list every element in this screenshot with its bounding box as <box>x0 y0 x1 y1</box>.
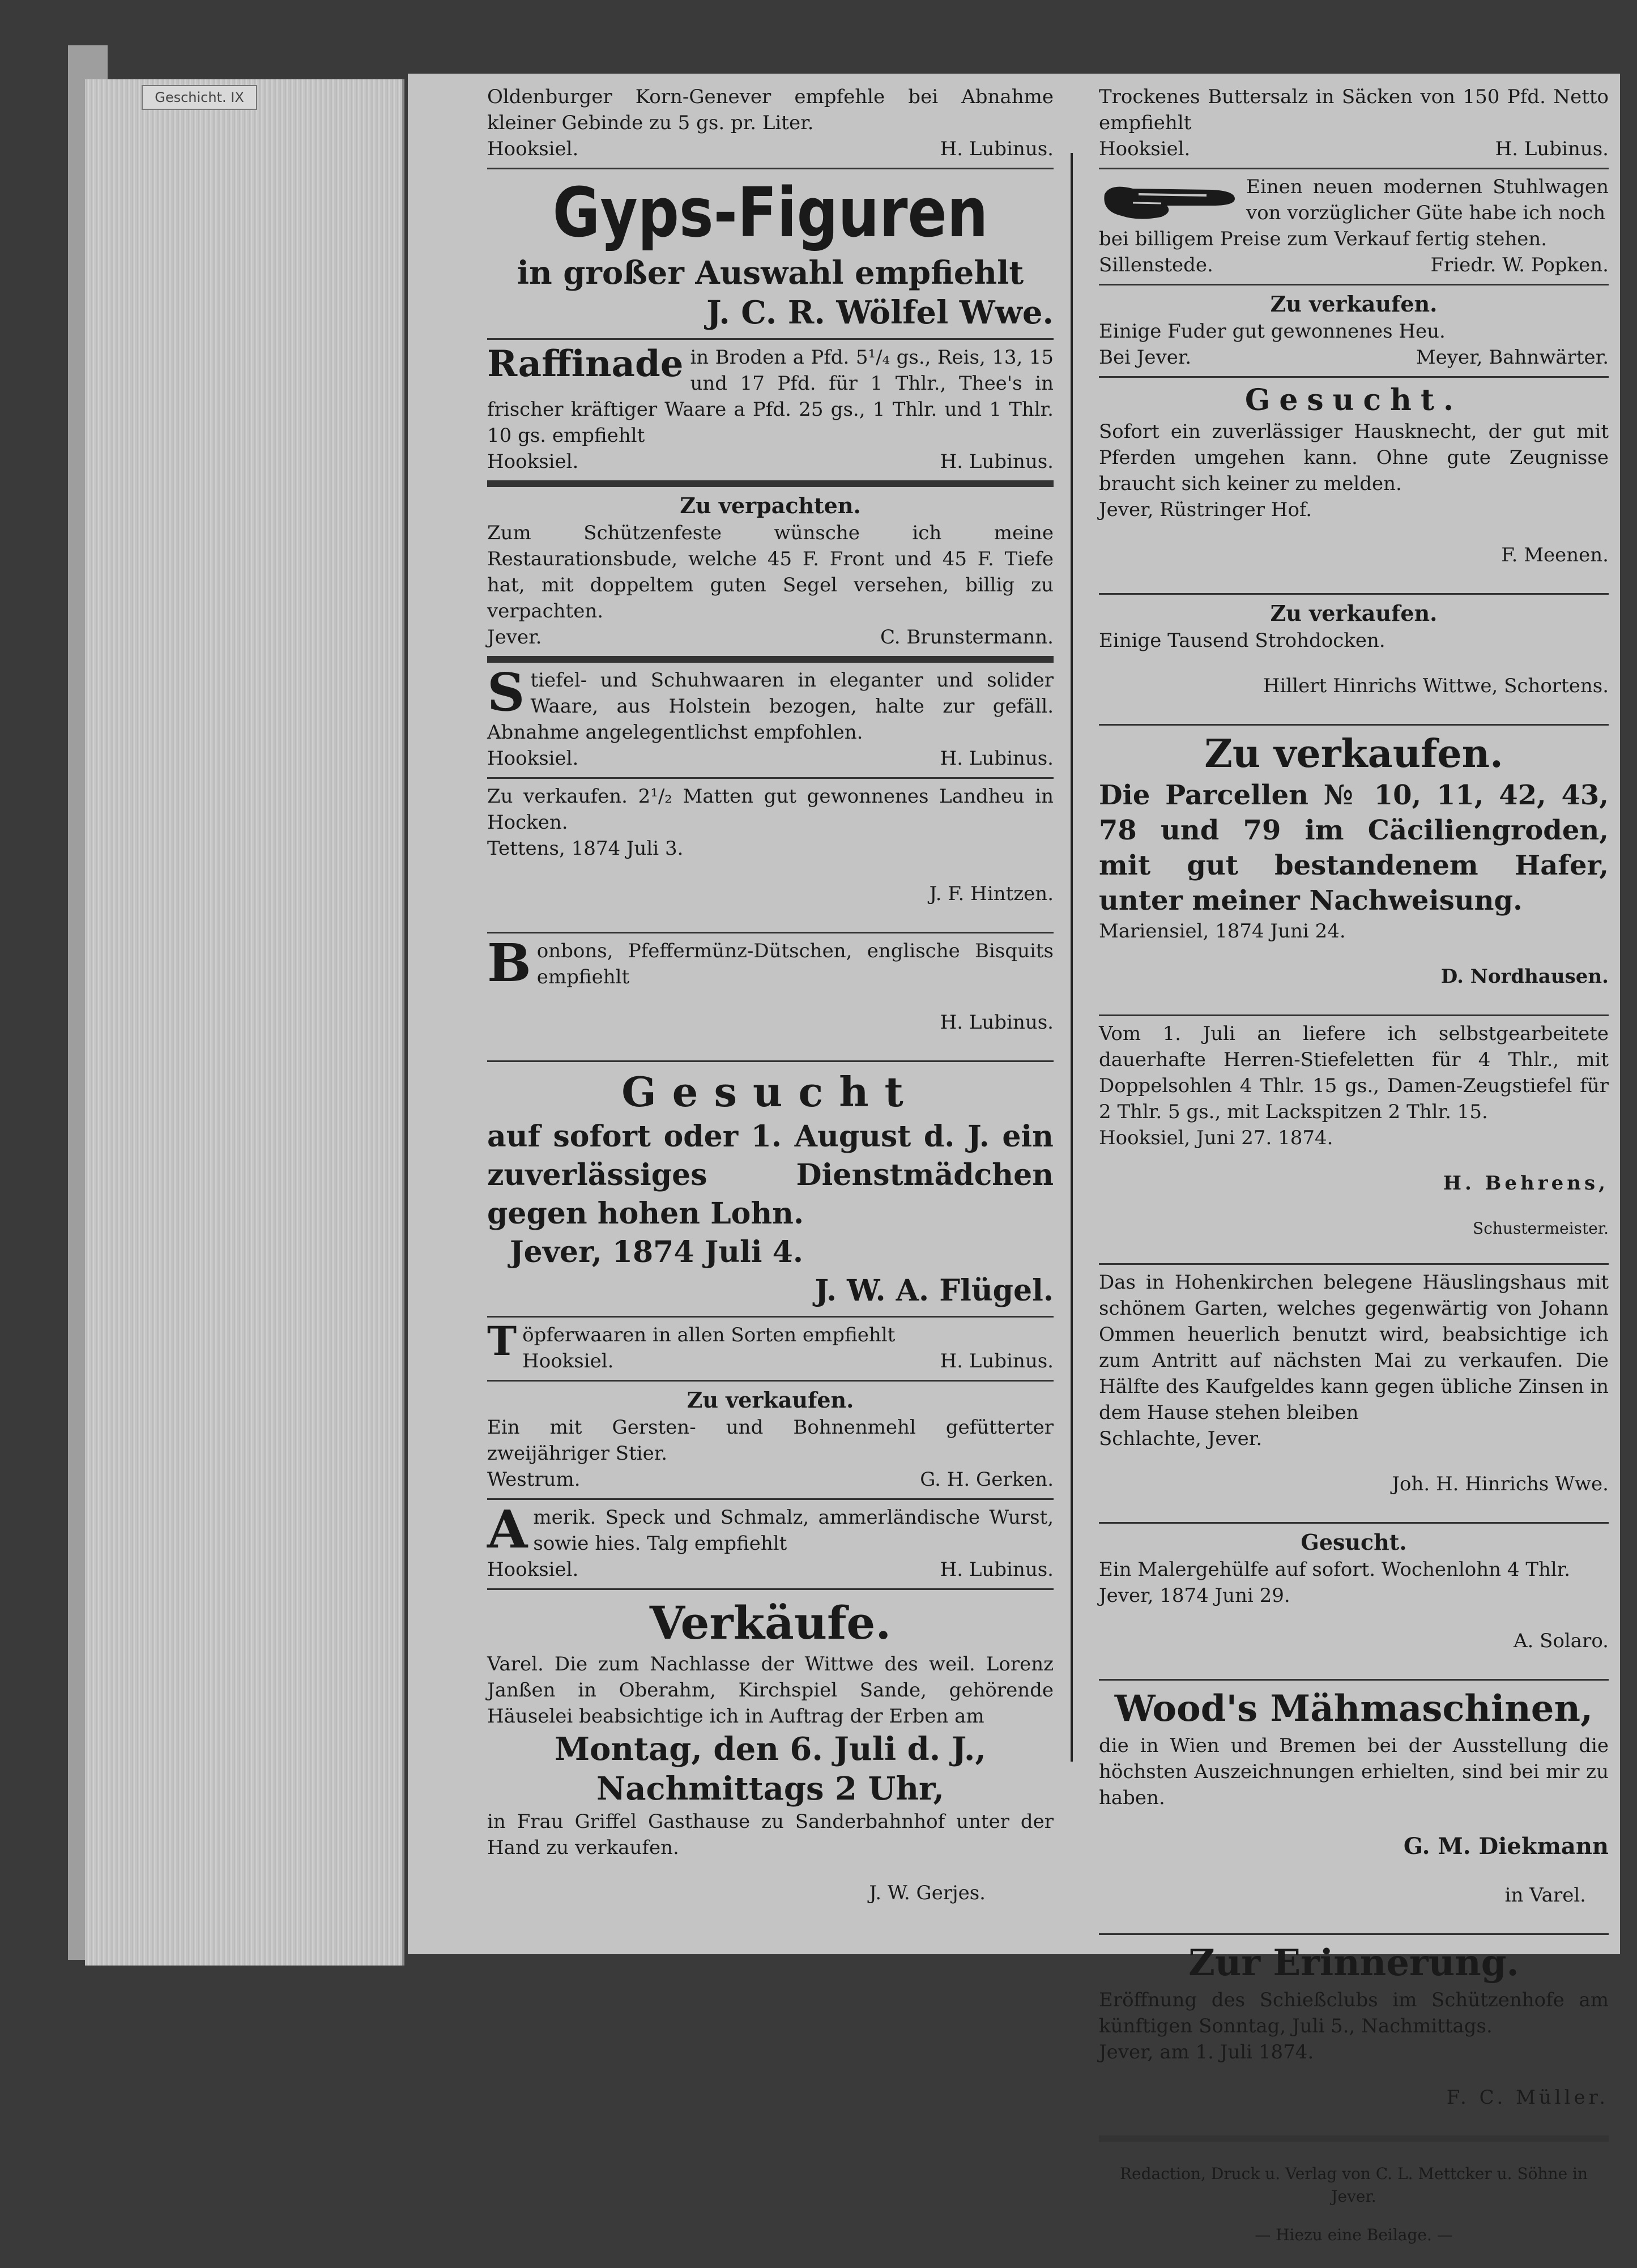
ad-bonbons <box>487 933 1054 1062</box>
ad-place: Hooksiel. <box>487 138 579 160</box>
ad-signature: D. Nordhausen. <box>1440 965 1609 988</box>
ad-signature: J. W. A. Flügel. <box>815 1273 1054 1308</box>
drop-cap: T <box>487 1318 517 1365</box>
ad-erinnerung <box>1099 1935 1609 2142</box>
auction-date: Montag, den 6. Juli d. J., <box>555 1730 986 1768</box>
ad-place: Hooksiel. <box>487 747 579 770</box>
book-page-stack <box>85 79 404 1966</box>
ad-place: Hooksiel. <box>1099 138 1191 160</box>
ad-text: Oldenburger Korn-Genever empfehle bei Abnahme kleiner Gebinde zu 5 gs. pr. Liter. <box>487 86 1054 134</box>
ad-strohdocken <box>1099 595 1609 726</box>
ad-text: Die Parcellen № 10, 11, 42, 43, 78 und 79 im Cäciliengroden, mit gut bestandenem Hafer, unter meiner Nachweisung. <box>1099 779 1609 916</box>
ad-place: Schlachte, Jever. <box>1099 1427 1263 1450</box>
ad-place: Jever, am 1. Juli 1874. <box>1099 2041 1314 2064</box>
ad-stiefel <box>487 663 1054 779</box>
ad-raffinade <box>487 340 1054 487</box>
ad-signature: Hillert Hinrichs Wittwe, Schortens. <box>1263 675 1609 697</box>
auction-time: Nachmittags 2 Uhr, <box>596 1770 944 1807</box>
ad-haeuslingshaus <box>1099 1265 1609 1524</box>
ad-signature: H. Lubinus. <box>940 1350 1054 1372</box>
ad-text: Varel. Die zum Nachlasse der Wittwe des weil. Lorenz Janßen in Oberahm, Kirchspiel Sande, gehörende Häuselei beabsichtige ich in Auftrag der Erben am <box>487 1653 1054 1728</box>
ad-title: Gesucht. <box>1301 1529 1407 1555</box>
ad-verkaeufe <box>487 1590 1054 1931</box>
pointing-hand-icon <box>1099 177 1240 223</box>
ad-text: onbons, Pfeffermünz-Dütschen, englische Bisquits empfiehlt <box>536 940 1054 988</box>
ad-text: Eröffnung des Schießclubs im Schützenhofe am künftigen Sonntag, Juli 5., Nachmittags. <box>1099 1989 1609 2037</box>
ad-text: Einige Tausend Strohdocken. <box>1099 629 1386 652</box>
ad-signature: C. Brunstermann. <box>880 626 1054 649</box>
ad-signature: H. Lubinus. <box>940 1011 1054 1034</box>
ad-text: tiefel- und Schuhwaaren in eleganter und solider Waare, aus Holstein bezogen, halte zur gefäll. Abnahme angelegentlichst empfohlen. <box>487 669 1054 744</box>
ad-text-2: in Frau Griffel Gasthause zu Sanderbahnhof unter der Hand zu verkaufen. <box>487 1810 1054 1859</box>
ad-heu <box>1099 285 1609 378</box>
ad-place: Sillenstede. <box>1099 254 1213 276</box>
ad-text: Das in Hohenkirchen belegene Häuslingshaus mit schönem Garten, welches gegenwärtig von Johann Ommen heuerlich benutzt wird, beabsichtige ich zum Antritt auf nächsten Mai zu verkaufen. Die Hälfte des Kaufgeldes kann gegen übliche Zinsen in dem Hause stehen bleiben <box>1099 1271 1609 1424</box>
ad-title: Zur Erinnerung. <box>1188 1942 1519 1984</box>
ad-text: Ein Malergehülfe auf sofort. Wochenlohn 4 Thlr. <box>1099 1558 1571 1581</box>
left-column <box>487 79 1054 1931</box>
ad-text-2: bei billigem Preise zum Verkauf fertig stehen. <box>1099 228 1548 250</box>
ad-text: auf sofort oder 1. August d. J. ein zuverlässiges Dienstmädchen gegen hohen Lohn. <box>487 1119 1054 1231</box>
ad-text: Ein mit Gersten- und Bohnenmehl gefütterter zweijähriger Stier. <box>487 1416 1054 1465</box>
imprint-line: Redaction, Druck u. Verlag von C. L. Mettcker u. Söhne in Jever. <box>1119 2164 1588 2206</box>
ad-title: Zu verkaufen. <box>1204 731 1503 777</box>
ad-signature: A. Solaro. <box>1513 1630 1609 1652</box>
ad-malergehuelfe <box>1099 1524 1609 1681</box>
ad-signature: H. Lubinus. <box>940 747 1054 770</box>
ad-stiefeletten <box>1099 1016 1609 1265</box>
ad-place: Mariensiel, 1874 Juni 24. <box>1099 920 1346 943</box>
ad-signature: H. Lubinus. <box>940 450 1054 473</box>
ad-maehmaschinen <box>1099 1681 1609 1935</box>
ad-title: Wood's Mähmaschinen, <box>1114 1687 1593 1730</box>
ad-title: Verkäufe. <box>649 1596 892 1649</box>
ad-buttersalz <box>1099 79 1609 169</box>
drop-cap: B <box>487 932 531 994</box>
ad-text: Zu verkaufen. 2¹/₂ Matten gut gewonnenes Landheu in Hocken. <box>487 785 1054 834</box>
ad-landheu <box>487 779 1054 933</box>
ad-place: Jever, Rüstringer Hof. <box>1099 498 1312 521</box>
ad-text: in Broden a Pfd. 5¹/₄ gs., Reis, 13, 15 und 17 Pfd. für 1 Thlr., Thee's in frischer kräftiger Waare a Pfd. 25 gs., 1 Thlr. und 1 Thlr. 10 gs. empfiehlt <box>487 346 1054 447</box>
ad-signature: Meyer, Bahnwärter. <box>1416 346 1609 369</box>
ad-text: Trockenes Buttersalz in Säcken von 150 Pfd. Netto empfiehlt <box>1099 86 1609 134</box>
ad-text: öpferwaaren in allen Sorten empfiehlt <box>522 1324 896 1346</box>
ad-signature: G. H. Gerken. <box>920 1468 1054 1491</box>
ad-place: Hooksiel. <box>487 1558 579 1581</box>
ad-text: Einige Fuder gut gewonnenes Heu. <box>1099 320 1446 343</box>
ad-text: die in Wien und Bremen bei der Ausstellung die höchsten Auszeichnungen erhielten, sind bei mir zu haben. <box>1099 1734 1609 1809</box>
drop-cap: A <box>487 1499 528 1560</box>
ad-place: Hooksiel. <box>522 1350 614 1372</box>
ad-place: Hooksiel. <box>487 450 579 473</box>
ad-title: Zu verkaufen. <box>1270 291 1438 317</box>
ad-place: Jever, 1874 Juli 4. <box>510 1235 803 1269</box>
ad-signature: H. Lubinus. <box>940 138 1054 160</box>
ad-gyps-figuren <box>487 169 1054 340</box>
ad-signature: J. W. Gerjes. <box>869 1882 986 1904</box>
ad-parcellen <box>1099 726 1609 1016</box>
ad-toepferwaaren <box>487 1318 1054 1382</box>
ad-speck-schmalz <box>487 1500 1054 1590</box>
ad-text: Vom 1. Juli an liefere ich selbstgearbeitete dauerhafte Herren-Stiefeletten für 4 Thlr., mit Doppelsohlen 4 Thlr. 15 gs., Damen-Zeugstiefel für 2 Thlr. 5 gs., mit Lackspitzen 2 Thlr. 15. <box>1099 1022 1609 1123</box>
ad-title: Gyps-Figuren <box>552 174 988 253</box>
spine-label: Geschicht. IX <box>142 85 257 110</box>
ad-title: Zu verkaufen. <box>1270 600 1438 626</box>
ad-signature: Joh. H. Hinrichs Wwe. <box>1392 1473 1609 1495</box>
ad-hausknecht <box>1099 378 1609 595</box>
ad-text: merik. Speck und Schmalz, ammerländische Wurst, sowie hies. Talg empfiehlt <box>533 1506 1054 1555</box>
ad-text: Einen neuen modernen Stuhlwagen von vorzüglicher Güte habe ich noch <box>1246 176 1609 224</box>
ad-korn-genever <box>487 79 1054 169</box>
ad-signature: H. Lubinus. <box>1495 138 1609 160</box>
ad-signature-title: Schustermeister. <box>1473 1219 1609 1238</box>
ad-stuhlwagen <box>1099 169 1609 285</box>
imprint <box>1099 2142 1609 2268</box>
ad-place: Bei Jever. <box>1099 346 1192 369</box>
column-divider <box>1071 153 1073 1762</box>
ad-place: Hooksiel, Juni 27. 1874. <box>1099 1127 1333 1149</box>
ad-zu-verpachten <box>487 487 1054 663</box>
ad-signature-place: in Varel. <box>1504 1884 1586 1907</box>
drop-cap: S <box>487 662 525 723</box>
ad-title: Zu verkaufen. <box>687 1387 854 1413</box>
ad-signature: H. Behrens, <box>1443 1172 1609 1195</box>
ad-title: Gesucht. <box>1244 383 1463 417</box>
ad-signature: G. M. Diekmann <box>1403 1833 1609 1860</box>
ad-title: Zu verpachten. <box>680 493 861 518</box>
ad-signature: J. F. Hintzen. <box>929 883 1054 905</box>
ad-place: Westrum. <box>487 1468 581 1491</box>
supplement-note: — Hiezu eine Beilage. — <box>1255 2226 1453 2244</box>
ad-text: in großer Auswahl empfiehlt <box>517 254 1024 292</box>
ad-place: Tettens, 1874 Juli 3. <box>487 837 684 860</box>
ad-signature: J. C. R. Wölfel Wwe. <box>706 294 1054 331</box>
ad-signature: F. C. Müller. <box>1446 2086 1609 2109</box>
ad-signature: Friedr. W. Popken. <box>1430 254 1609 276</box>
ad-text: Zum Schützenfeste wünsche ich meine Restaurationsbude, welche 45 F. Front und 45 F. Tiefe hat, mit doppeltem guten Segel versehen, billig zu verpachten. <box>487 522 1054 623</box>
ad-text: Sofort ein zuverlässiger Hausknecht, der gut mit Pferden umgehen kann. Ohne gute Zeugnisse braucht sich keiner zu melden. <box>1099 420 1609 495</box>
ad-lead: Raffinade <box>487 343 684 385</box>
ad-signature: F. Meenen. <box>1501 544 1609 566</box>
ad-title: Gesucht <box>621 1068 919 1116</box>
right-column <box>1099 79 1609 2268</box>
ad-gesucht-dienstmaedchen <box>487 1062 1054 1318</box>
ad-place: Jever. <box>487 626 542 649</box>
ad-stier <box>487 1382 1054 1500</box>
ad-signature: H. Lubinus. <box>940 1558 1054 1581</box>
ad-place: Jever, 1874 Juni 29. <box>1099 1584 1290 1607</box>
